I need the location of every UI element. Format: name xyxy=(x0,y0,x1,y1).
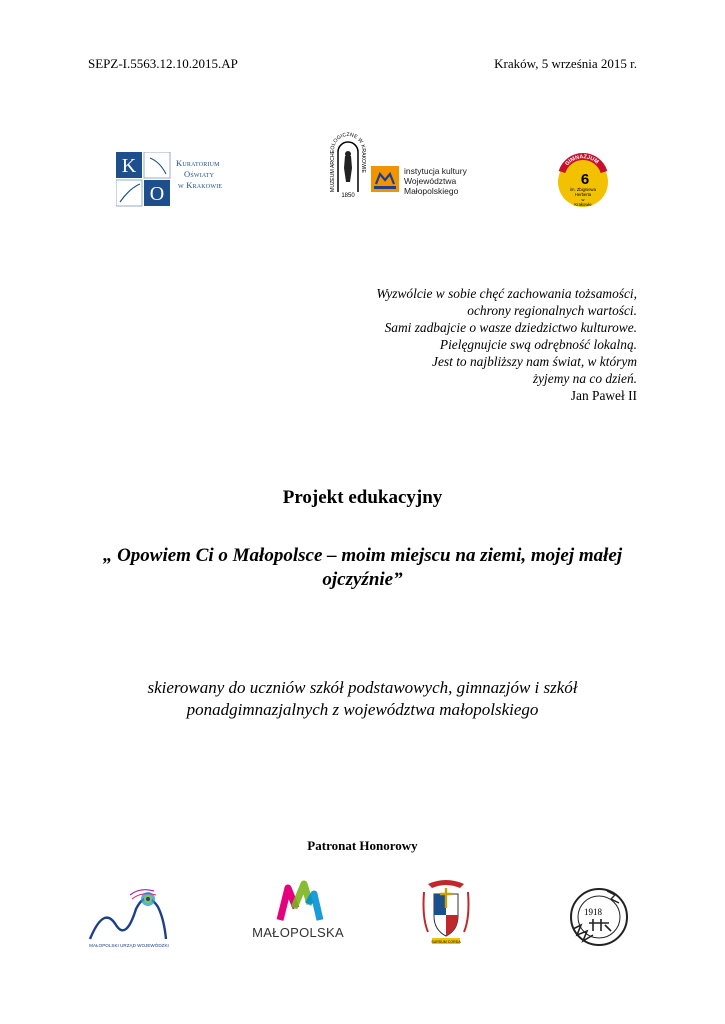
ko-letter-k: K xyxy=(121,155,137,177)
pttk-logo xyxy=(567,885,631,949)
gimnazjum-line-1: im. Zbigniewa xyxy=(570,187,596,192)
quote-line-4: Pielęgnujcie swą odrębność lokalną. xyxy=(439,337,637,352)
gimnazjum-line-4: Krakowie xyxy=(574,202,592,207)
quote-line-6: żyjemy na co dzień. xyxy=(532,371,637,386)
gimnazjum-line-3: w xyxy=(581,197,585,202)
museum-year: 1850 xyxy=(341,193,355,198)
museum-logo xyxy=(328,120,368,198)
quote-line-2: ochrony regionalnych wartości. xyxy=(467,303,637,318)
pttk-year: 1918 xyxy=(584,907,602,917)
institution-line-2: Województwa xyxy=(404,176,457,186)
institution-text xyxy=(404,166,467,196)
page-title: Projekt edukacyjny xyxy=(282,487,443,508)
gimnazjum-number: 6 xyxy=(580,171,590,188)
malopolska-institution-icon xyxy=(371,166,399,192)
museum-arc-text: MUZEUM ARCHEOLOGICZNE W KRAKOWIE xyxy=(329,131,366,192)
gimnazjum-logo xyxy=(554,150,612,208)
document-reference: SEPZ-I.5563.12.10.2015.AP xyxy=(88,56,238,71)
project-name: „ Opowiem Ci o Małopolsce – moim miejscu na ziemi, mojej małej ojczyźnie” xyxy=(102,545,623,590)
target-audience: skierowany do uczniów szkół podstawowych, gimnazjów i szkół ponadgimnazjalnych z województwa małopolskiego xyxy=(147,678,578,719)
kuratorium-line-3: w Krakowie xyxy=(178,180,223,190)
quote-line-1: Wyzwólcie w sobie chęć zachowania tożsamości, xyxy=(376,286,637,301)
malopolska-wordmark: MAŁOPOLSKA xyxy=(252,925,344,940)
gimnazjum-line-2: Herberta xyxy=(574,192,592,197)
ko-letter-o: O xyxy=(149,183,165,205)
bishop-coat-of-arms-logo xyxy=(420,878,472,948)
institution-line-1: instytucja kultury xyxy=(404,166,467,176)
gimnazjum-arc-text: GIMNAZJUM xyxy=(564,154,600,168)
coat-caption: SURSUM CORDA xyxy=(431,940,461,944)
umwm-caption: MAŁOPOLSKI URZĄD WOJEWÓDZKI xyxy=(89,943,169,948)
kuratorium-name xyxy=(176,158,222,191)
quote-author: Jan Paweł II xyxy=(570,388,637,403)
quote-line-5: Jest to najbliższy nam świat, w którym xyxy=(432,354,637,369)
kuratorium-line-2: Oświaty xyxy=(184,169,215,179)
kuratorium-line-1: Kuratorium xyxy=(176,158,220,168)
quote-line-3: Sami zadbajcie o wasze dziedzictwo kulturowe. xyxy=(384,320,637,335)
malopolski-urzad-wojewodzki-logo xyxy=(86,885,172,949)
quote-block xyxy=(317,285,637,404)
place-date: Kraków, 5 września 2015 r. xyxy=(494,56,637,71)
institution-line-3: Małopolskiego xyxy=(404,186,459,196)
patronage-label: Patronat Honorowy xyxy=(307,838,418,853)
